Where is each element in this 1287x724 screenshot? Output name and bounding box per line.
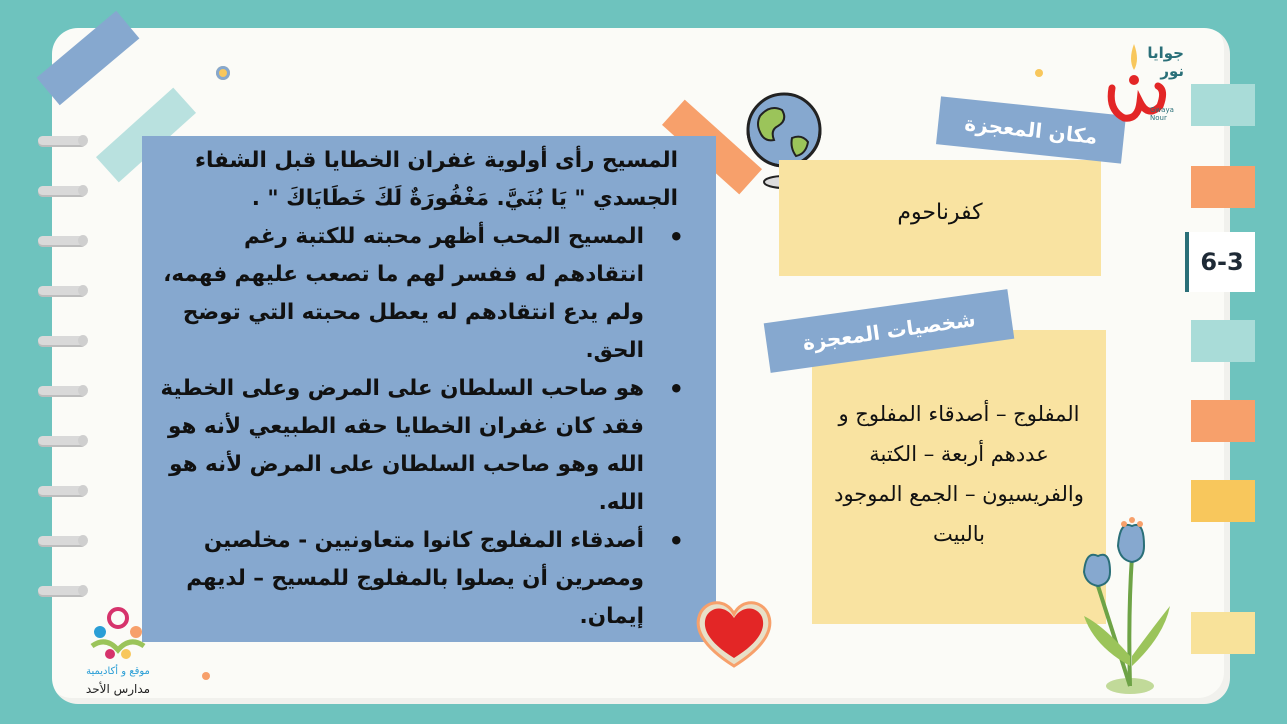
place-value: كفرناحوم (897, 200, 983, 225)
logo-top (1104, 40, 1184, 130)
list-item: • أصدقاء المفلوج كانوا متعاونيين - مخلصين ومصرين أن يصلوا بالمفلوج للمسيح – لديهم إيمان. (158, 522, 644, 636)
side-tab[interactable] (1191, 166, 1255, 208)
spiral-ring (38, 186, 86, 195)
side-tab[interactable] (1191, 84, 1255, 126)
side-tab[interactable] (1191, 320, 1255, 362)
slide-number: 6-3 (1200, 248, 1244, 276)
spiral-ring (38, 336, 86, 345)
spiral-ring (38, 586, 86, 595)
spiral-ring (38, 236, 86, 245)
logo-top-arabic: جوايا نور (1147, 44, 1184, 80)
spiral-ring (38, 286, 86, 295)
heart-icon (692, 590, 776, 674)
side-tab[interactable] (1191, 480, 1255, 522)
characters-box (812, 330, 1106, 624)
side-tab[interactable] (1191, 400, 1255, 442)
logo-top-latin: Gwaya Nour (1150, 106, 1174, 122)
spiral-ring (38, 536, 86, 545)
dot-decoration (1035, 69, 1043, 77)
intro-paragraph: المسيح رأى أولوية غفران الخطايا قبل الشفاء الجسدي " يَا بُنَيَّ. مَغْفُورَةٌ لَكَ خَطَايَاكَ " . (194, 148, 678, 211)
list-item: • هو صاحب السلطان على المرض وعلى الخطية فقد كان غفران الخطايا حقه الطبيعي لأنه هو الله وهو صاحب السلطان على المرض لأنه هو الله. (158, 370, 644, 522)
spiral-ring (38, 486, 86, 495)
logo-bottom (70, 606, 166, 700)
list-item: • المسيح المحب أظهر محبته للكتبة رغم انتقادهم له ففسر لهم ما تصعب عليهم فهمه، ولم يدع انتقادهم له يعطل محبته التي توضح الحق. (158, 218, 644, 370)
place-heading: مكان المعجزة (963, 111, 1099, 149)
spiral-ring (38, 136, 86, 145)
side-tab[interactable] (1191, 612, 1255, 654)
logo-bottom-line2: مدارس الأحد (85, 682, 151, 696)
spiral-ring (38, 386, 86, 395)
flower-icon (216, 66, 230, 80)
place-box (779, 160, 1101, 276)
spiral-ring (38, 436, 86, 445)
logo-bottom-line1: موقع و أكاديمية (86, 666, 150, 677)
characters-heading: شخصيات المعجزة (801, 306, 977, 356)
slide-number-tab[interactable] (1185, 232, 1255, 292)
characters-value: المفلوج – أصدقاء المفلوج و عددهم أربعة – الكتبة والفريسيون – الجمع الموجود بالبيت (834, 402, 1084, 546)
flowers-icon (1074, 516, 1178, 700)
main-text-box (142, 136, 716, 642)
logo-people-icon (86, 606, 150, 666)
bullet-list (158, 218, 678, 636)
dot-decoration (202, 672, 210, 680)
